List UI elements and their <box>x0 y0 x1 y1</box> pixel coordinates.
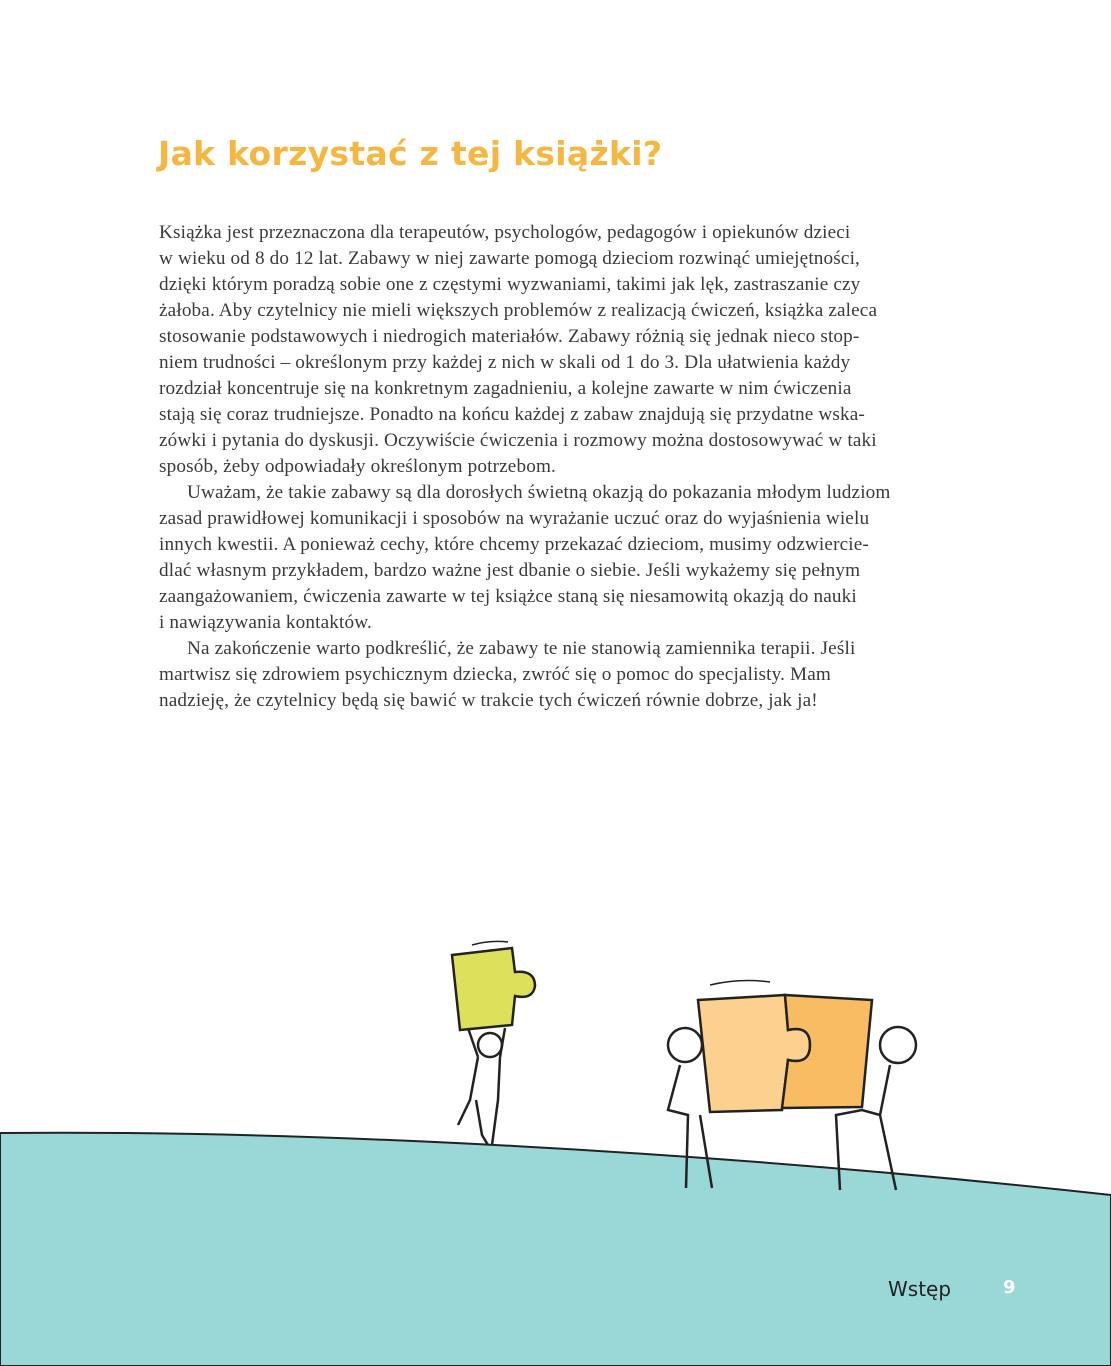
paragraph-1 <box>159 220 891 480</box>
paragraph-2 <box>159 480 891 636</box>
page-number: 9 <box>1003 1277 1016 1298</box>
text-line: zówki i pytania do dyskusji. Oczywiście ćwiczenia i rozmowy można dostosowywać w taki <box>159 430 877 451</box>
section-label: Wstęp <box>888 1277 952 1301</box>
paragraph-3 <box>159 636 891 714</box>
page-title: Jak korzystać z tej książki? <box>158 134 663 173</box>
text-line: dzięki którym poradzą sobie one z częstymi wyzwaniami, takimi jak lęk, zastraszanie czy <box>159 274 861 295</box>
text-line: zaangażowaniem, ćwiczenia zawarte w tej książce staną się niesamowitą okazją do nauki <box>159 586 857 607</box>
text-line: martwisz się zdrowiem psychicznym dziecka, zwróć się o pomoc do specjalisty. Mam <box>159 664 831 685</box>
text-line: Uważam, że takie zabawy są dla dorosłych świetną okazją do pokazania młodym ludziom <box>187 482 891 503</box>
text-line: rozdział koncentruje się na konkretnym zagadnieniu, a kolejne zawarte w nim ćwiczenia <box>159 378 852 399</box>
teal-hill <box>0 1133 1111 1366</box>
text-line: nadzieję, że czytelnicy będą się bawić w trakcie tych ćwiczeń równie dobrze, jak ja! <box>159 690 818 711</box>
text-line: zasad prawidłowej komunikacji i sposobów na wyrażanie uczuć oraz do wyjaśnienia wielu <box>159 508 870 529</box>
text-line: w wieku od 8 do 12 lat. Zabawy w niej zawarte pomogą dzieciom rozwinąć umiejętności, <box>159 248 860 269</box>
body-text <box>159 220 891 714</box>
text-line: żałoba. Aby czytelnicy nie mieli większych problemów z realizacją ćwiczeń, książka zaleca <box>159 300 878 321</box>
text-line: stają się coraz trudniejsze. Ponadto na końcu każdej z zabaw znajdują się przydatne wska- <box>159 404 865 425</box>
text-line: dlać własnym przykładem, bardzo ważne jest dbanie o siebie. Jeśli wykażemy się pełnym <box>159 560 861 581</box>
figure-with-yellow-puzzle-icon <box>452 941 535 1145</box>
text-line: Książka jest przeznaczona dla terapeutów, psychologów, pedagogów i opiekunów dzieci <box>159 222 851 243</box>
text-line: innych kwestii. A ponieważ cechy, które chcemy przekazać dzieciom, musimy odzwiercie- <box>159 534 869 555</box>
text-line: sposób, żeby odpowiadały określonym potrzebom. <box>159 456 556 477</box>
text-line: stosowanie podstawowych i niedrogich materiałów. Zabawy różnią się jednak nieco stop- <box>159 326 860 347</box>
text-line: niem trudności – określonym przy każdej z nich w skali od 1 do 3. Dla ułatwienia każdy <box>159 352 851 373</box>
text-line: i nawiązywania kontaktów. <box>159 612 372 633</box>
text-line: Na zakończenie warto podkreślić, że zabawy te nie stanowią zamiennika terapii. Jeśli <box>187 638 856 659</box>
